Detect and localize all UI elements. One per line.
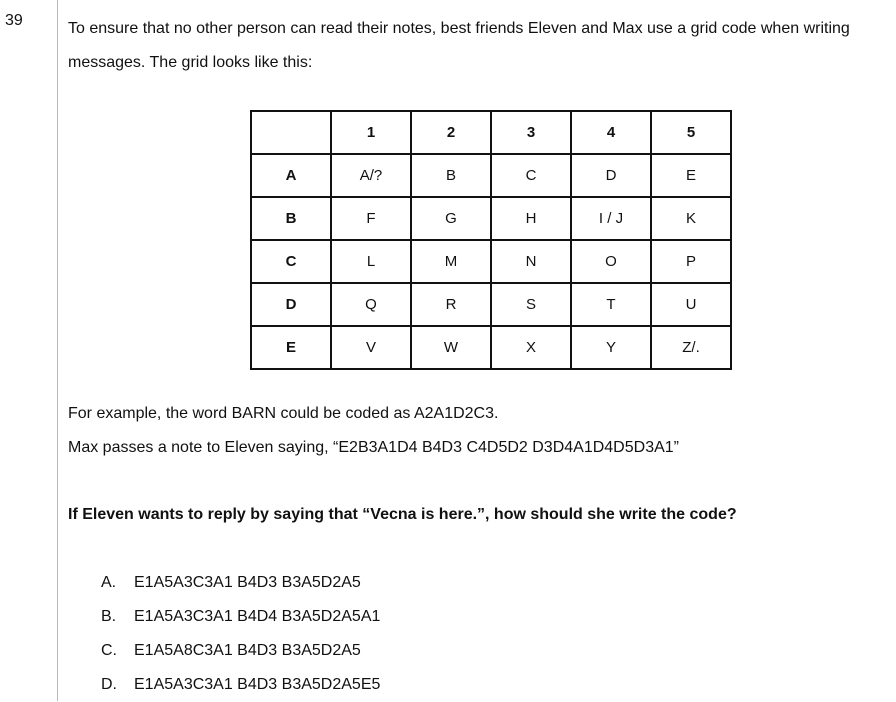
option-text: E1A5A3C3A1 B4D3 B3A5D2A5E5 [134,676,381,693]
grid-row-header: E [251,326,331,369]
example-block [68,397,679,465]
grid-col-header: 4 [571,111,651,154]
code-grid [250,110,732,370]
margin-divider [57,0,58,701]
grid-cell: C [491,154,571,197]
grid-cell: B [411,154,491,197]
grid-cell: S [491,283,571,326]
grid-row-header: D [251,283,331,326]
grid-cell: X [491,326,571,369]
grid-corner-cell [251,111,331,154]
intro-text: To ensure that no other person can read their notes, best friends Eleven and Max use a grid code when writing messages. The grid looks like this: [68,20,850,71]
note-line: Max passes a note to Eleven saying, “E2B3A1D4 B4D3 C4D5D2 D3D4A1D4D5D3A1” [68,439,679,456]
grid-row [251,197,731,240]
grid-cell: K [651,197,731,240]
grid-col-header: 1 [331,111,411,154]
grid-cell: H [491,197,571,240]
question-number: 39 [5,12,23,29]
grid-cell: A/? [331,154,411,197]
grid-cell: D [571,154,651,197]
answer-options [101,566,380,702]
option-letter: B. [101,608,117,625]
option-text: E1A5A3C3A1 B4D4 B3A5D2A5A1 [134,608,381,625]
answer-option-d[interactable] [101,668,380,702]
grid-row [251,283,731,326]
grid-header-row [251,111,731,154]
grid-cell: L [331,240,411,283]
grid-cell: U [651,283,731,326]
grid-cell: R [411,283,491,326]
grid-cell: G [411,197,491,240]
grid-row-header: C [251,240,331,283]
grid-row [251,154,731,197]
option-letter: A. [101,574,117,591]
grid-cell: T [571,283,651,326]
option-text: E1A5A3C3A1 B4D3 B3A5D2A5 [134,574,361,591]
grid-cell: Z/. [651,326,731,369]
grid-col-header: 3 [491,111,571,154]
option-letter: C. [101,642,117,659]
grid-row [251,326,731,369]
question-prompt: If Eleven wants to reply by saying that “Vecna is here.”, how should she write the code? [68,506,737,523]
answer-option-a[interactable] [101,566,380,600]
grid-row-header: B [251,197,331,240]
answer-option-c[interactable] [101,634,380,668]
grid-cell: N [491,240,571,283]
option-letter: D. [101,676,117,693]
grid-cell: F [331,197,411,240]
grid-row [251,240,731,283]
grid-col-header: 2 [411,111,491,154]
grid-row-header: A [251,154,331,197]
grid-cell: P [651,240,731,283]
grid-cell: Q [331,283,411,326]
grid-cell: M [411,240,491,283]
grid-cell: E [651,154,731,197]
grid-cell: Y [571,326,651,369]
grid-cell: O [571,240,651,283]
grid-cell: V [331,326,411,369]
grid-cell: W [411,326,491,369]
option-text: E1A5A8C3A1 B4D3 B3A5D2A5 [134,642,361,659]
grid-col-header: 5 [651,111,731,154]
grid-cell: I / J [571,197,651,240]
answer-option-b[interactable] [101,600,380,634]
example-line: For example, the word BARN could be coded as A2A1D2C3. [68,405,499,422]
